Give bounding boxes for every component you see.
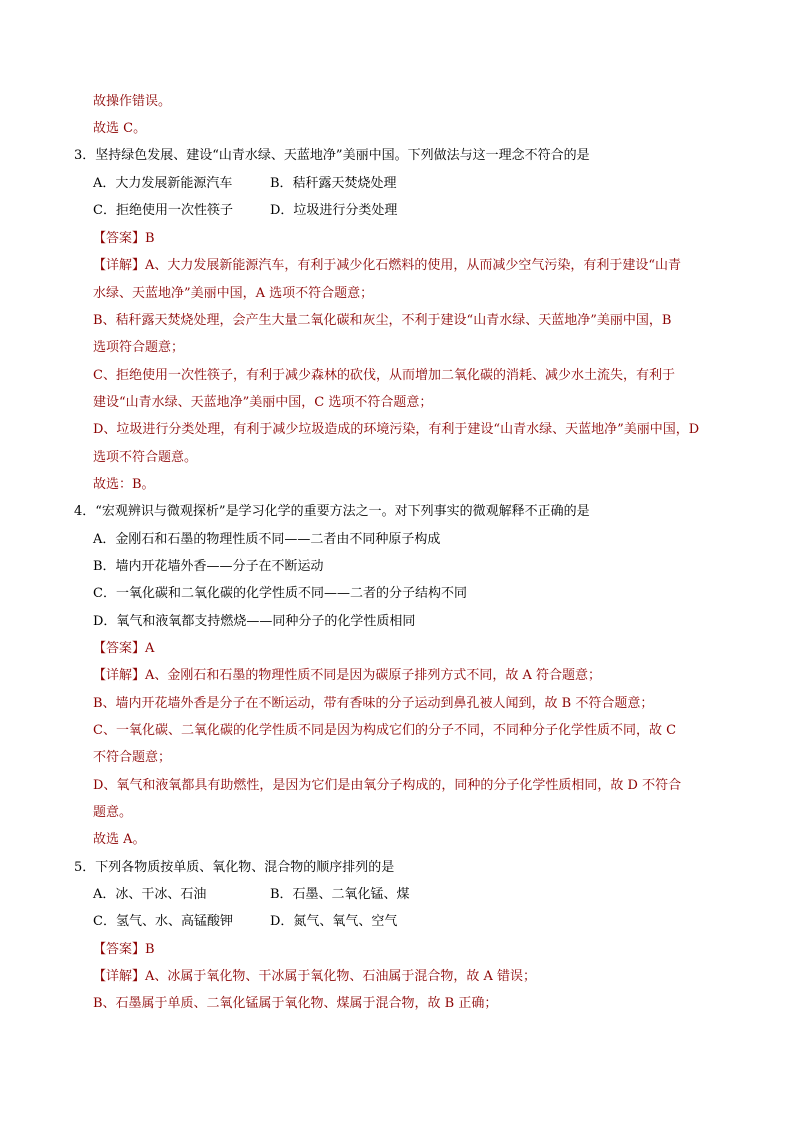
explanation-line: 题意。 [93,805,133,820]
question-number: 5． [74,860,96,875]
explanation-line: C、拒绝使用一次性筷子，有利于减少森林的砍伐，从而增加二氧化碳的消耗、减少水土流失，有利于 [93,368,675,383]
explanation-line: D、氧气和液氧都具有助燃性，是因为它们是由氧分子构成的，同种的分子化学性质相同，故 D 不符合 [93,778,682,793]
option-d: D．氮气、氧气、空气 [270,914,398,929]
explanation-tag: 【详解】 [93,668,146,683]
explanation-line [93,667,754,685]
text-line: 故选 C。 [93,121,147,136]
answer-value: B [145,231,155,246]
answer-value: B [145,942,155,957]
option-row [93,202,754,220]
answer-line [93,640,754,658]
answer-tag: 【答案】 [93,231,146,246]
explanation-line: B、秸秆露天焚烧处理，会产生大量二氧化碳和灰尘，不利于建设“山青水绿、天蓝地净”美丽中国，B [93,313,672,328]
option-a: A．大力发展新能源汽车 [93,176,233,191]
option-c: C．一氧化碳和二氧化碳的化学性质不同——二者的分子结构不同 [93,586,467,601]
option-a: A．冰、干冰、石油 [93,887,207,902]
explanation-line: 选项符合题意； [93,340,185,355]
explanation-line [93,257,754,275]
explanation-tag: 【详解】 [93,258,146,273]
answer-tag: 【答案】 [93,942,146,957]
explanation-line: 建设“山青水绿、天蓝地净”美丽中国，C 选项不符合题意； [93,395,433,410]
explanation-line: D、垃圾进行分类处理，有利于减少垃圾造成的环境污染，有利于建设“山青水绿、天蓝地净”美丽中国，D [93,422,700,437]
option-d: D．氧气和液氧都支持燃烧——同种分子的化学性质相同 [93,614,416,629]
option-d: D．垃圾进行分类处理 [270,203,398,218]
question-4 [74,503,754,521]
answer-value: A [145,641,155,656]
question-stem: “宏观辨识与微观探析”是学习化学的重要方法之一。对下列事实的微观解释不正确的是 [95,504,590,519]
text-line: 故操作错误。 [93,94,172,109]
option-c: C．拒绝使用一次性筷子 [93,203,233,218]
selection-line: 故选 A。 [93,832,146,847]
explanation-text: A、冰属于氧化物、干冰属于氧化物、石油属于混合物，故 A 错误； [145,969,537,984]
option-b: B．秸秆露天焚烧处理 [270,176,397,191]
explanation-tag: 【详解】 [93,969,146,984]
option-c: C．氢气、水、高锰酸钾 [93,914,233,929]
option-b: B．墙内开花墙外香——分子在不断运动 [93,559,324,574]
answer-tag: 【答案】 [93,641,146,656]
explanation-line: 水绿、天蓝地净”美丽中国，A 选项不符合题意； [93,286,374,301]
option-row [93,913,754,931]
question-stem: 坚持绿色发展、建设“山青水绿、天蓝地净”美丽中国。下列做法与这一理念不符合的是 [95,148,590,163]
explanation-line [93,968,754,986]
answer-line [93,941,754,959]
explanation-text: A、金刚石和石墨的物理性质不同是因为碳原子排列方式不同，故 A 符合题意； [145,668,602,683]
explanation-text: A、大力发展新能源汽车，有利于减少化石燃料的使用，从而减少空气污染，有利于建设“山青 [145,258,682,273]
question-5 [74,859,754,877]
option-b: B．石墨、二氧化锰、煤 [270,887,410,902]
explanation-line: C、一氧化碳、二氧化碳的化学性质不同是因为构成它们的分子不同，不同种分子化学性质不同，故 C [93,723,677,738]
explanation-line: 选项不符合题意。 [93,450,198,465]
explanation-line: B、石墨属于单质、二氧化锰属于氧化物、煤属于混合物，故 B 正确； [93,996,498,1011]
option-row [93,886,754,904]
question-stem: 下列各物质按单质、氧化物、混合物的顺序排列的是 [95,860,395,875]
option-row [93,175,754,193]
question-number: 4． [74,504,96,519]
question-3 [74,147,754,165]
answer-line [93,230,754,248]
question-number: 3． [74,148,96,163]
explanation-line: 不符合题意； [93,750,172,765]
selection-line: 故选：B。 [93,477,155,492]
explanation-line: B、墙内开花墙外香是分子在不断运动，带有香味的分子运动到鼻孔被人闻到，故 B 不符合题意； [93,696,654,711]
option-a: A．金刚石和石墨的物理性质不同——二者由不同种原子构成 [93,532,441,547]
